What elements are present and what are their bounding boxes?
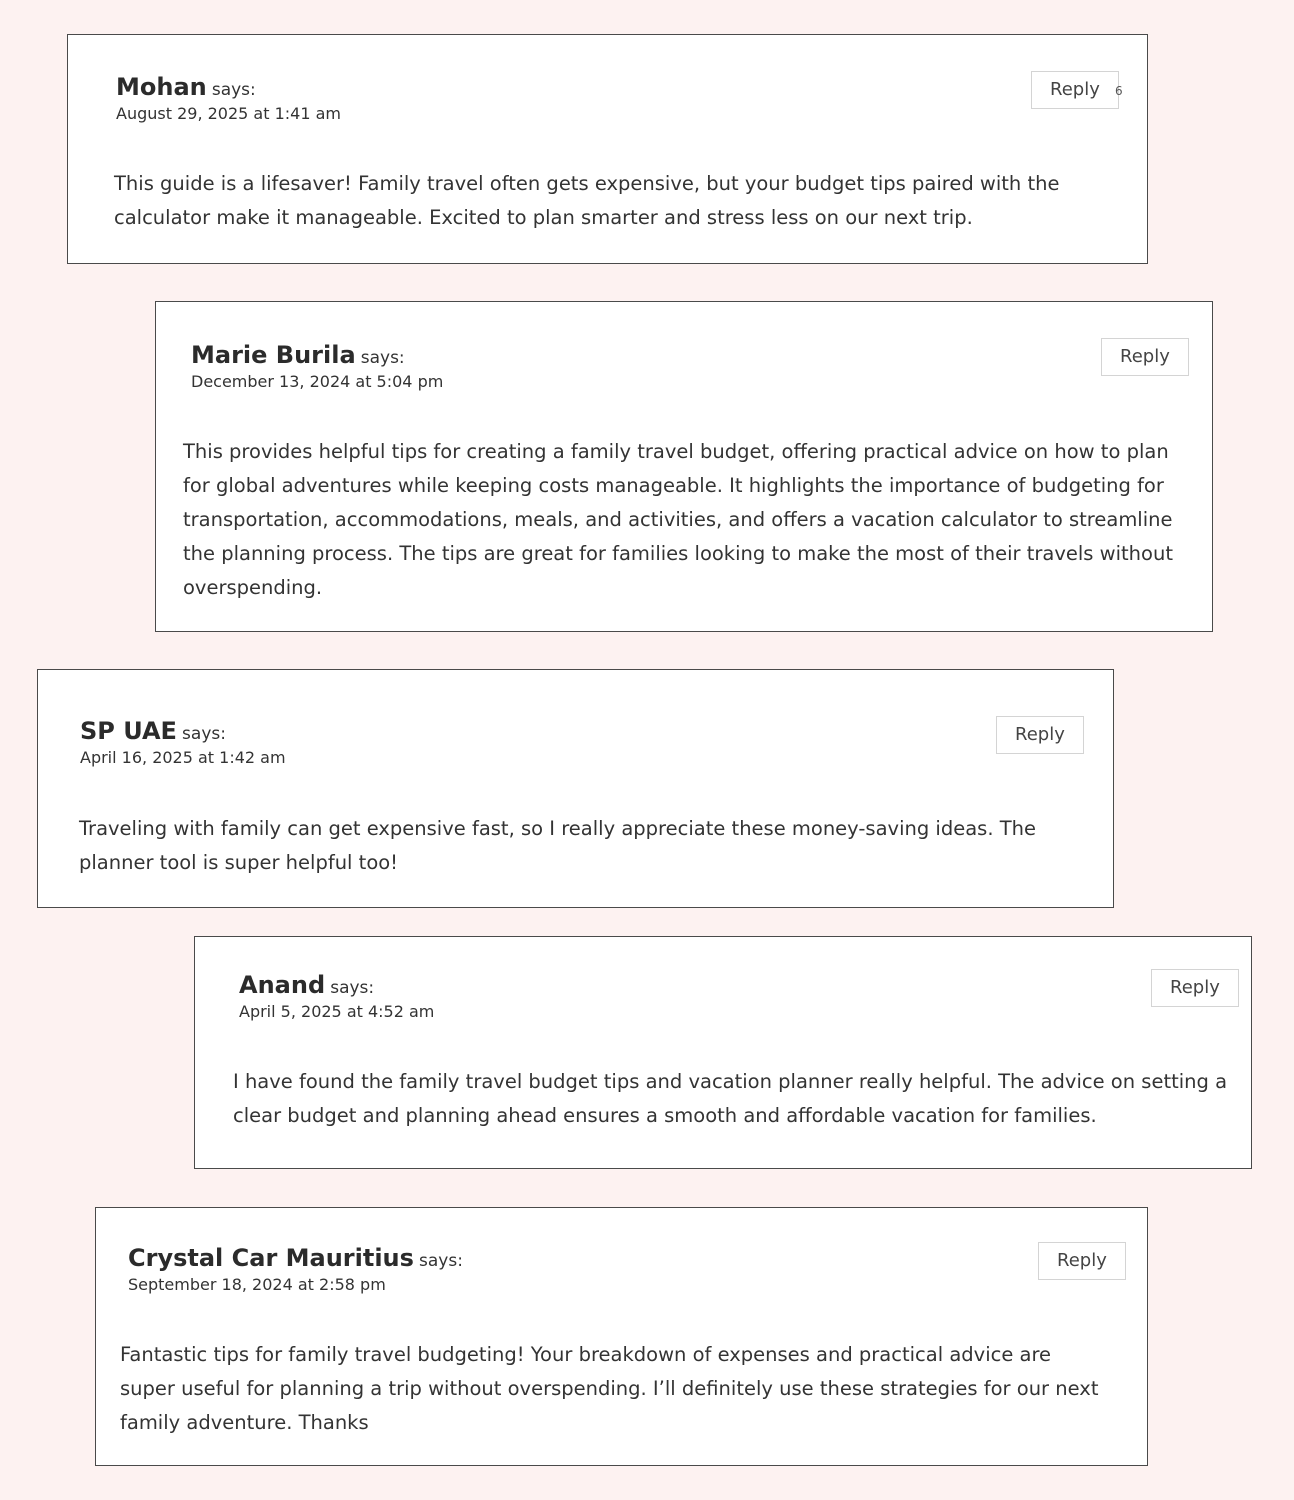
comment-meta bbox=[191, 341, 443, 391]
comment-author: SP UAE bbox=[80, 717, 177, 745]
reply-button[interactable]: Reply bbox=[1151, 969, 1239, 1007]
comment-text: This guide is a lifesaver! Family travel often gets expensive, but your budget tips paired with the calculator make it manageable. Excited to plan smarter and stress less on our next trip. bbox=[114, 172, 1060, 229]
comment-card bbox=[37, 669, 1114, 908]
says-label: says: bbox=[360, 348, 405, 368]
comment-card bbox=[67, 34, 1148, 264]
comment-card bbox=[95, 1207, 1148, 1466]
says-label: says: bbox=[330, 978, 375, 998]
says-label: says: bbox=[419, 1251, 463, 1271]
reply-button[interactable]: Reply bbox=[996, 716, 1084, 754]
reply-button[interactable]: Reply bbox=[1031, 71, 1119, 109]
says-label: says: bbox=[211, 80, 256, 100]
reply-button[interactable]: Reply bbox=[1101, 338, 1189, 376]
comment-text: Traveling with family can get expensive fast, so I really appreciate these money-saving ideas. The planner tool is super helpful too! bbox=[79, 817, 1036, 874]
comment-text: Fantastic tips for family travel budgeting! Your breakdown of expenses and practical advice are super useful for planning a trip without overspending. I’ll definitely use these strategies for our next family adventure. Thanks bbox=[120, 1343, 1099, 1434]
comment-date[interactable]: December 13, 2024 at 5:04 pm bbox=[191, 372, 444, 391]
comment-card bbox=[194, 936, 1252, 1169]
comment-author: Mohan bbox=[116, 73, 207, 101]
comment-card bbox=[155, 301, 1213, 632]
comment-text: I have found the family travel budget tips and vacation planner really helpful. The advice on setting a clear budget and planning ahead ensures a smooth and affordable vacation for families. bbox=[233, 1070, 1228, 1127]
comment-meta bbox=[80, 717, 286, 767]
comment-author: Crystal Car Mauritius bbox=[128, 1244, 414, 1272]
comment-text: This provides helpful tips for creating a family travel budget, offering practical advice on how to plan for global adventures while keeping costs manageable. It highlights the importance of budgeting for transportation, accommodations, meals, and activities, and offers a vacation calculator to streamline the planning process. The tips are great for families looking to make the most of their travels without overspending. bbox=[183, 440, 1173, 599]
comment-meta bbox=[128, 1244, 463, 1294]
says-label: says: bbox=[182, 724, 226, 744]
comment-author: Anand bbox=[239, 971, 326, 999]
reply-button[interactable]: Reply bbox=[1038, 1242, 1126, 1280]
comment-author: Marie Burila bbox=[191, 341, 356, 369]
comment-date[interactable]: September 18, 2024 at 2:58 pm bbox=[128, 1275, 386, 1294]
comment-date[interactable]: April 16, 2025 at 1:42 am bbox=[80, 748, 286, 767]
comment-date[interactable]: April 5, 2025 at 4:52 am bbox=[239, 1002, 435, 1021]
comment-meta bbox=[239, 971, 434, 1021]
comment-meta bbox=[116, 73, 341, 123]
comment-count-badge: 6 bbox=[1115, 84, 1123, 98]
comment-date[interactable]: August 29, 2025 at 1:41 am bbox=[116, 104, 341, 123]
